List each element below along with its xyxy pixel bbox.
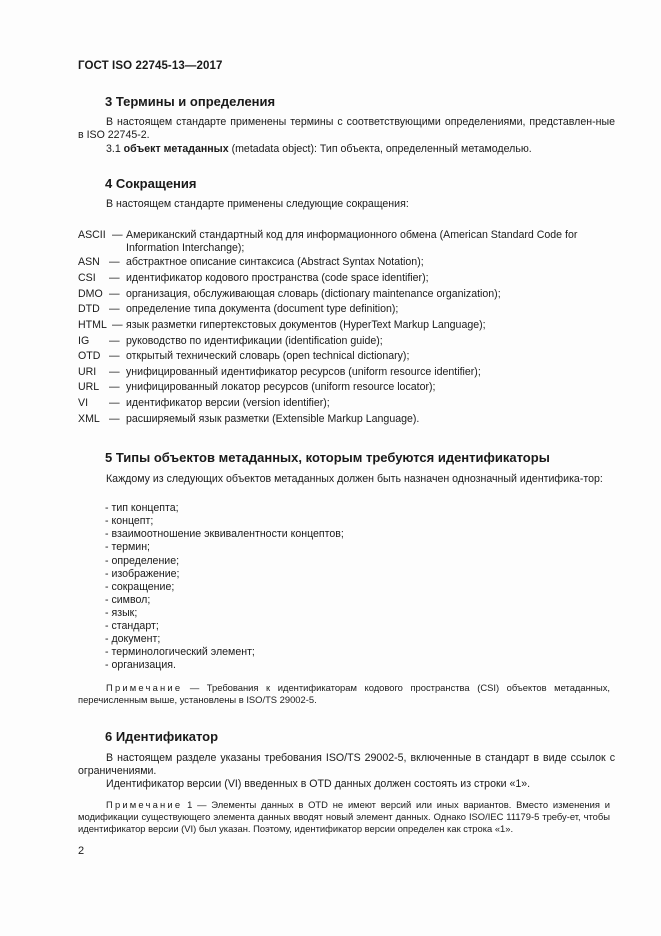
abbr-text: организация, обслуживающая словарь (dictionary maintenance organization); <box>126 288 501 300</box>
abbr-key: ASN <box>78 256 100 268</box>
section-3-title: 3 Термины и определения <box>105 94 276 109</box>
abbr-dash: — <box>109 413 120 425</box>
list-item: - концепт; <box>105 515 154 527</box>
abbr-key: XML <box>78 413 100 425</box>
note-label: Примечание <box>106 682 183 693</box>
section-5-title: 5 Типы объектов метаданных, которым требуются идентификаторы <box>105 450 550 465</box>
abbr-dash: — <box>109 272 120 284</box>
term-name: объект метаданных <box>123 143 229 155</box>
abbr-dash: — <box>109 397 120 409</box>
note-number: 1 <box>182 799 198 810</box>
abbr-dash: — <box>112 319 123 331</box>
note-label: Примечание <box>106 799 183 810</box>
abbr-item <box>78 397 618 410</box>
list-item: - терминологический элемент; <box>105 646 255 658</box>
abbr-item <box>78 272 618 285</box>
abbr-text: Американский стандартный код для информационного обмена (American Standard Code for Information Interchange); <box>126 229 578 254</box>
abbr-dash: — <box>112 229 123 241</box>
list-item: - стандарт; <box>105 620 159 632</box>
abbr-key: URI <box>78 366 97 378</box>
abbr-dash: — <box>109 350 120 362</box>
abbr-dash: — <box>109 366 120 378</box>
abbr-key: VI <box>78 397 89 409</box>
abbr-item <box>78 381 618 394</box>
list-item: - организация. <box>105 659 176 671</box>
abbr-text: определение типа документа (document type definition); <box>126 303 399 315</box>
abbr-key: CSI <box>78 272 96 284</box>
abbr-dash: — <box>109 303 120 315</box>
term-definition: (metadata object): Тип объекта, определенный метамоделью. <box>228 143 532 155</box>
section-6-paragraph-2: Идентификатор версии (VI) введенных в OTD данных должен состоять из строки «1». <box>106 778 531 790</box>
abbr-item <box>78 229 618 255</box>
section-5-paragraph: Каждому из следующих объектов метаданных должен быть назначен однозначный идентифика-тор: <box>106 473 603 485</box>
abbr-key: DMO <box>78 288 103 300</box>
abbr-item <box>78 413 618 426</box>
abbr-dash: — <box>109 256 120 268</box>
list-item: - термин; <box>105 541 150 553</box>
abbr-text: идентификатор версии (version identifier); <box>126 397 330 409</box>
abbr-text: руководство по идентификации (identification guide); <box>126 335 383 347</box>
abbr-item <box>78 288 618 301</box>
abbr-text: идентификатор кодового пространства (code space identifier); <box>126 272 429 284</box>
abbr-key: ASCII <box>78 229 106 241</box>
abbr-key: URL <box>78 381 100 393</box>
abbr-dash: — <box>109 288 120 300</box>
list-item: - взаимоотношение эквивалентности концептов; <box>105 528 344 540</box>
list-item: - тип концепта; <box>105 502 179 514</box>
section-3-paragraph: В настоящем стандарте применены термины с соответствующими определениями, представлен-ные в ISO 22745-2. <box>78 116 615 141</box>
abbr-text: язык разметки гипертекстовых документов (HyperText Markup Language); <box>126 319 486 331</box>
list-item: - язык; <box>105 607 138 619</box>
abbr-key: IG <box>78 335 90 347</box>
list-item: - документ; <box>105 633 161 645</box>
page-number: 2 <box>78 845 85 857</box>
abbr-text: унифицированный идентификатор ресурсов (uniform resource identifier); <box>126 366 481 378</box>
list-item: - определение; <box>105 555 180 567</box>
term-number: 3.1 <box>106 143 124 155</box>
abbr-item <box>78 366 618 379</box>
list-item: - символ; <box>105 594 151 606</box>
term-3-1 <box>78 143 615 156</box>
abbr-item <box>78 350 618 363</box>
abbr-text: абстрактное описание синтаксиса (Abstract Syntax Notation); <box>126 256 424 268</box>
standard-header: ГОСТ ISO 22745-13—2017 <box>78 60 223 72</box>
section-6-paragraph-1: В настоящем разделе указаны требования ISO/TS 29002-5, включенные в стандарт в виде ссылок с ограничениями. <box>78 752 615 777</box>
abbr-text: унифицированный локатор ресурсов (uniform resource locator); <box>126 381 436 393</box>
abbr-item <box>78 319 618 332</box>
section-5-note <box>78 682 610 706</box>
note-text: — Требования к идентификаторам кодового пространства (CSI) объектов метаданных, перечисленным выше, установлены в ISO/TS 29002-5. <box>78 682 610 705</box>
abbr-key: HTML <box>78 319 107 331</box>
abbr-text: расширяемый язык разметки (Extensible Markup Language). <box>126 413 420 425</box>
abbr-item <box>78 256 618 269</box>
section-4-paragraph: В настоящем стандарте применены следующие сокращения: <box>106 198 409 210</box>
abbr-item <box>78 303 618 316</box>
abbr-text: открытый технический словарь (open technical dictionary); <box>126 350 410 362</box>
abbr-dash: — <box>109 381 120 393</box>
note-text: — Элементы данных в OTD не имеют версий или иных вариантов. Вместо изменения и модификации существующего элемента данных вводят новый элемент данных. Однако ISO/IEC 11179-5 требу-ет, чтобы идентификатор версии (VI) был указан. Поэтому, идентификатор версии определен как строка «1». <box>78 799 610 834</box>
section-6-title: 6 Идентификатор <box>105 729 219 744</box>
list-item: - изображение; <box>105 568 180 580</box>
abbr-key: DTD <box>78 303 100 315</box>
list-item: - сокращение; <box>105 581 175 593</box>
section-4-title: 4 Сокращения <box>105 176 197 191</box>
abbr-dash: — <box>109 335 120 347</box>
abbr-item <box>78 335 618 348</box>
section-6-note <box>78 799 610 835</box>
abbr-key: OTD <box>78 350 101 362</box>
